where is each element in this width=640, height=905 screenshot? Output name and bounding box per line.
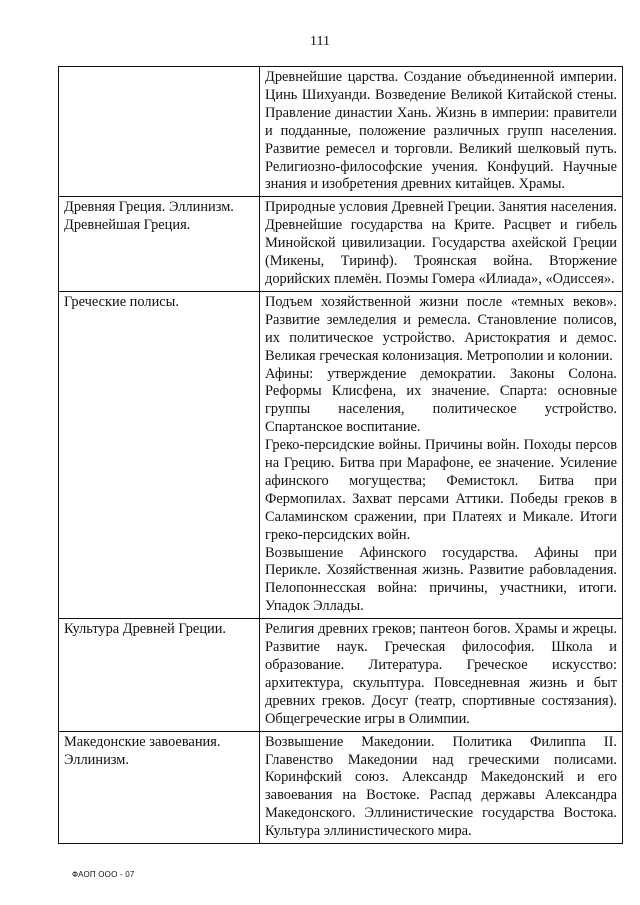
content-cell (260, 197, 623, 292)
topic-cell: Культура Древней Греции. (59, 619, 260, 731)
content-paragraph: Возвышение Македонии. Политика Филиппа II. Главенство Македонии над греческими полисами. Коринфский союз. Александр Македонский и его завоевания на Востоке. Распад державы Александра Македонского. Эллинистические государства Востока. Культура эллинистического мира. (265, 733, 617, 840)
topic-cell: Древняя Греция. Эллинизм. Древнейшая Греция. (59, 197, 260, 292)
table-row (59, 619, 623, 731)
curriculum-table (58, 66, 623, 844)
topic-cell (59, 67, 260, 197)
content-paragraph: Религия древних греков; пантеон богов. Храмы и жрецы. Развитие наук. Греческая философия. Школа и образование. Литература. Греческое искусство: архитектура, скульптура. Повседневная жизнь и быт древних греков. Досуг (театр, спортивные состязания). Общегреческие игры в Олимпии. (265, 621, 617, 727)
content-paragraph: Природные условия Древней Греции. Занятия населения. Древнейшие государства на Крите. Расцвет и гибель Минойской цивилизации. Государства ахейской Греции (Микены, Тиринф). Троянская война. Вторжение дорийских племён. Поэмы Гомера «Илиада», «Одиссея». (265, 199, 617, 287)
content-paragraph: Древнейшие царства. Создание объединенной империи. Цинь Шихуанди. Возведение Великой Китайской стены. Правление династии Хань. Жизнь в империи: правители и подданные, положение различных групп населения. Развитие ремесел и торговли. Великий шелковый путь. Религиозно-философские учения. Конфуций. Научные знания и изобретения древних китайцев. Храмы. (265, 69, 617, 193)
content-cell (260, 67, 623, 197)
topic-cell: Македонские завоевания. Эллинизм. (59, 731, 260, 843)
table-row (59, 197, 623, 292)
content-cell (260, 619, 623, 731)
page-number: 111 (310, 34, 330, 49)
table-row (59, 731, 623, 843)
content-paragraph: Греко-персидские войны. Причины войн. Походы персов на Грецию. Битва при Марафоне, ее значение. Усиление афинского могущества; Фемистокл. Битва при Фермопилах. Захват персами Аттики. Победы греков в Саламинском сражении, при Платеях и Микале. Итоги греко-персидских войн. (265, 437, 617, 543)
table-row (59, 67, 623, 197)
footer-code: ФАОП ООО - 07 (72, 870, 135, 879)
content-paragraph: Возвышение Афинского государства. Афины при Перикле. Хозяйственная жизнь. Развитие рабовладения. Пелопоннесская война: причины, участники, итоги. Упадок Эллады. (265, 544, 617, 615)
content-cell (260, 291, 623, 618)
topic-cell: Греческие полисы. (59, 291, 260, 618)
content-paragraph: Афины: утверждение демократии. Законы Солона. Реформы Клисфена, их значение. Спарта: основные группы населения, политическое устройство. Спартанское воспитание. (265, 365, 617, 436)
table-row (59, 291, 623, 618)
content-paragraph: Подъем хозяйственной жизни после «темных веков». Развитие земледелия и ремесла. Становление полисов, их политическое устройство. Аристократия и демос. Великая греческая колонизация. Метрополии и колонии. (265, 293, 617, 364)
content-cell (260, 731, 623, 843)
